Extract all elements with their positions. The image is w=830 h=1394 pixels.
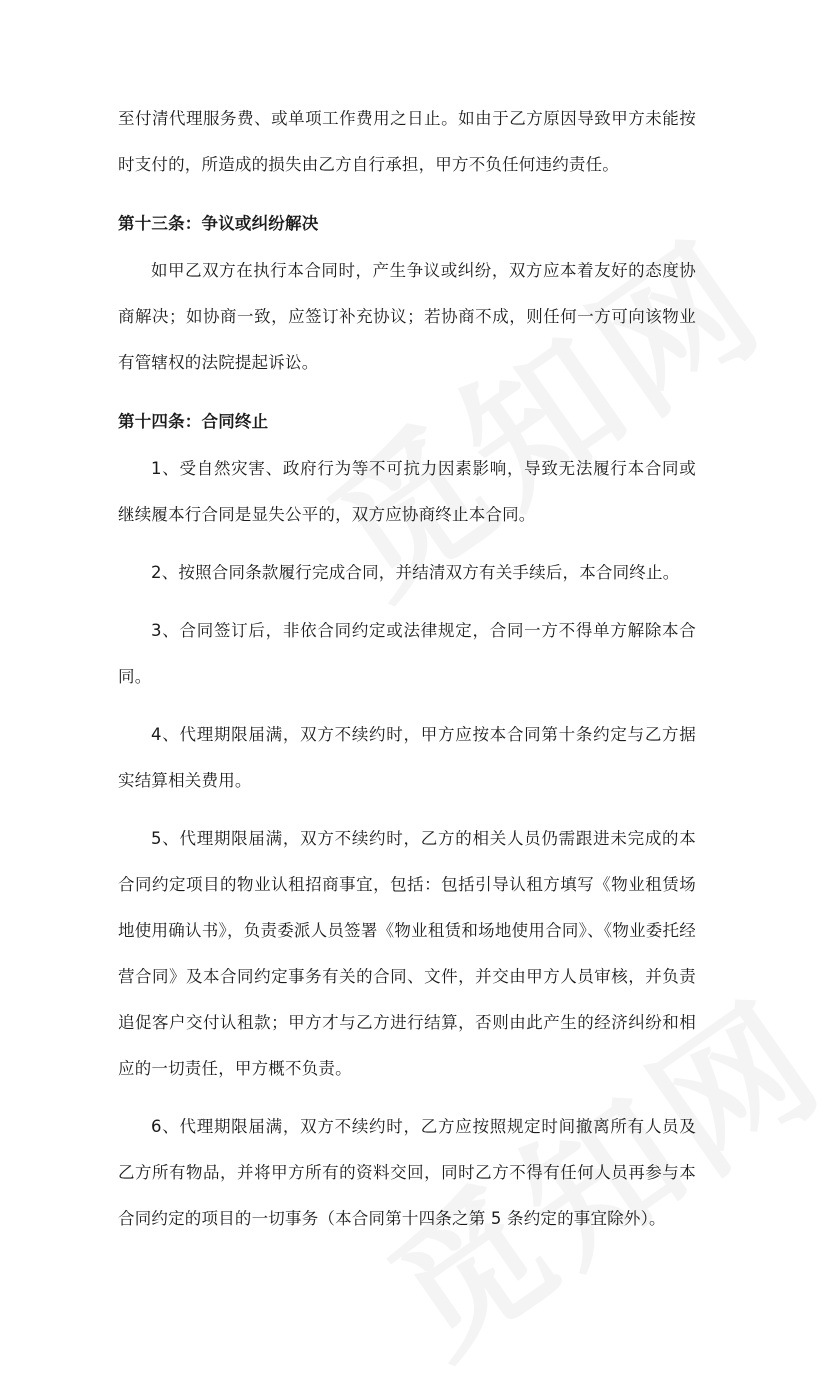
section-heading-14: 第十四条：合同终止 xyxy=(118,412,269,431)
clause-14-5: 5、代理期限届满，双方不续约时，乙方的相关人员仍需跟进未完成的本合同约定项目的物业认租招商事宜，包括：包括引导认租方填写《物业租赁场地使用确认书》，负责委派人员签署《物业租赁和场地使用合同》、《物业委托经营合同》及本合同约定事务有关的合同、文件，并交由甲方人员审核，并负责追促客户交付认租款；甲方才与乙方进行结算，否则由此产生的经济纠纷和相应的一切责任，甲方概不负责。 xyxy=(118,829,696,1078)
clause-14-2: 2、按照合同条款履行完成合同，并结清双方有关手续后，本合同终止。 xyxy=(151,563,680,582)
clause-14-4: 4、代理期限届满，双方不续约时，甲方应按本合同第十条约定与乙方据实结算相关费用。 xyxy=(118,725,696,790)
document-body xyxy=(118,96,696,1254)
section-heading-13: 第十三条：争议或纠纷解决 xyxy=(118,214,319,233)
clause-14-3: 3、合同签订后，非依合同约定或法律规定，合同一方不得单方解除本合同。 xyxy=(118,621,696,686)
clause-14-6: 6、代理期限届满，双方不续约时，乙方应按照规定时间撤离所有人员及乙方所有物品，并将甲方所有的资料交回，同时乙方不得有任何人员再参与本合同约定的项目的一切事务（本合同第十四条之第 5 条约定的事宜除外）。 xyxy=(118,1117,696,1228)
paragraph-dispute-resolution: 如甲乙双方在执行本合同时，产生争议或纠纷，双方应本着友好的态度协商解决；如协商一致，应签订补充协议；若协商不成，则任何一方可向该物业有管辖权的法院提起诉讼。 xyxy=(118,261,696,372)
paragraph-continuation: 至付清代理服务费、或单项工作费用之日止。如由于乙方原因导致甲方未能按时支付的，所造成的损失由乙方自行承担，甲方不负任何违约责任。 xyxy=(118,109,696,174)
clause-14-1: 1、受自然灾害、政府行为等不可抗力因素影响，导致无法履行本合同或继续履本行合同是显失公平的，双方应协商终止本合同。 xyxy=(118,459,696,524)
